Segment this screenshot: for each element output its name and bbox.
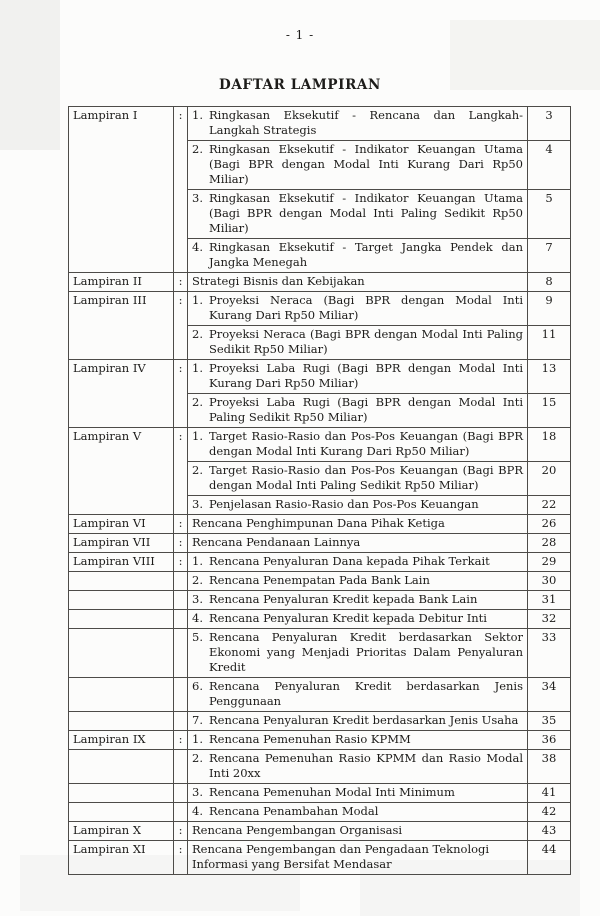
- numbered-item: [192, 497, 523, 512]
- page-ref-cell: 8: [528, 273, 571, 292]
- table-row: [69, 273, 571, 292]
- item-text: Rencana Penyaluran Dana kepada Pihak Terkait: [209, 554, 490, 568]
- lampiran-label-cell: [69, 591, 174, 610]
- table-row: [69, 515, 571, 534]
- colon-separator-cell: :: [174, 822, 188, 841]
- item-text: Rencana Penempatan Pada Bank Lain: [209, 573, 430, 587]
- item-number: 2.: [192, 395, 203, 409]
- item-text: Target Rasio-Rasio dan Pos-Pos Keuangan (Bagi BPR dengan Modal Inti Kurang Dari Rp50 Miliar): [209, 429, 523, 458]
- lampiran-label-cell: [69, 750, 174, 784]
- page-ref-cell: 13: [528, 360, 571, 394]
- description-cell: Rencana Pengembangan Organisasi: [188, 822, 528, 841]
- item-text: Proyeksi Neraca (Bagi BPR dengan Modal Inti Kurang Dari Rp50 Miliar): [209, 293, 523, 322]
- numbered-item: [192, 732, 523, 747]
- page-ref-cell: 42: [528, 803, 571, 822]
- table-row: [69, 803, 571, 822]
- colon-separator-cell: :: [174, 515, 188, 534]
- description-cell: [188, 326, 528, 360]
- item-text: Rencana Penyaluran Kredit berdasarkan Jenis Penggunaan: [209, 679, 523, 708]
- page-number: - 1 -: [285, 28, 315, 42]
- item-text: Penjelasan Rasio-Rasio dan Pos-Pos Keuangan: [209, 497, 479, 511]
- colon-separator-cell: :: [174, 107, 188, 273]
- item-text: Rencana Penambahan Modal: [209, 804, 379, 818]
- item-text: Proyeksi Laba Rugi (Bagi BPR dengan Modal Inti Kurang Dari Rp50 Miliar): [209, 361, 523, 390]
- table-row: [69, 428, 571, 462]
- colon-separator-cell: :: [174, 534, 188, 553]
- numbered-item: [192, 785, 523, 800]
- description-cell: [188, 731, 528, 750]
- item-text: Proyeksi Laba Rugi (Bagi BPR dengan Modal Inti Paling Sedikit Rp50 Miliar): [209, 395, 523, 424]
- item-number: 3.: [192, 497, 203, 511]
- colon-separator-cell: [174, 678, 188, 712]
- lampiran-label-cell: Lampiran III: [69, 292, 174, 360]
- lampiran-label-cell: Lampiran V: [69, 428, 174, 515]
- lampiran-label-cell: [69, 629, 174, 678]
- table-row: [69, 572, 571, 591]
- item-number: 1.: [192, 361, 203, 375]
- numbered-item: [192, 142, 523, 187]
- page-ref-cell: 30: [528, 572, 571, 591]
- description-cell: [188, 141, 528, 190]
- colon-separator-cell: :: [174, 731, 188, 750]
- lampiran-table: [68, 106, 571, 875]
- colon-separator-cell: [174, 803, 188, 822]
- description-cell: [188, 750, 528, 784]
- colon-separator-cell: :: [174, 428, 188, 515]
- page-ref-cell: 22: [528, 496, 571, 515]
- item-number: 3.: [192, 191, 203, 205]
- table-row: [69, 750, 571, 784]
- item-number: 4.: [192, 611, 203, 625]
- table-row: [69, 712, 571, 731]
- item-number: 1.: [192, 732, 203, 746]
- table-row: [69, 629, 571, 678]
- item-text: Rencana Pemenuhan Modal Inti Minimum: [209, 785, 455, 799]
- page-ref-cell: 33: [528, 629, 571, 678]
- numbered-item: [192, 191, 523, 236]
- description-cell: Rencana Pengembangan dan Pengadaan Teknologi Informasi yang Bersifat Mendasar: [188, 841, 528, 875]
- description-cell: Rencana Pendanaan Lainnya: [188, 534, 528, 553]
- description-cell: [188, 462, 528, 496]
- page-ref-cell: 3: [528, 107, 571, 141]
- item-text: Ringkasan Eksekutif - Rencana dan Langkah-Langkah Strategis: [209, 108, 523, 137]
- item-number: 1.: [192, 554, 203, 568]
- lampiran-label-cell: Lampiran XI: [69, 841, 174, 875]
- numbered-item: [192, 611, 523, 626]
- item-text: Rencana Penyaluran Kredit kepada Debitur Inti: [209, 611, 487, 625]
- item-text: Rencana Penyaluran Kredit berdasarkan Sektor Ekonomi yang Menjadi Prioritas Dalam Penyaluran Kredit: [209, 630, 523, 674]
- table-row: [69, 292, 571, 326]
- page-ref-cell: 15: [528, 394, 571, 428]
- description-cell: [188, 496, 528, 515]
- lampiran-label-cell: Lampiran IX: [69, 731, 174, 750]
- colon-separator-cell: [174, 629, 188, 678]
- description-cell: Rencana Penghimpunan Dana Pihak Ketiga: [188, 515, 528, 534]
- colon-separator-cell: [174, 750, 188, 784]
- description-cell: [188, 784, 528, 803]
- description-cell: [188, 803, 528, 822]
- numbered-item: [192, 108, 523, 138]
- colon-separator-cell: :: [174, 553, 188, 572]
- lampiran-label-cell: Lampiran II: [69, 273, 174, 292]
- colon-separator-cell: [174, 572, 188, 591]
- description-cell: [188, 629, 528, 678]
- numbered-item: [192, 630, 523, 675]
- numbered-item: [192, 804, 523, 819]
- item-number: 5.: [192, 630, 203, 644]
- colon-separator-cell: [174, 591, 188, 610]
- item-text: Rencana Penyaluran Kredit berdasarkan Jenis Usaha: [209, 713, 519, 727]
- colon-separator-cell: [174, 610, 188, 629]
- numbered-item: [192, 429, 523, 459]
- table-row: [69, 107, 571, 141]
- item-number: 7.: [192, 713, 203, 727]
- description-cell: [188, 394, 528, 428]
- table-row: [69, 841, 571, 875]
- item-text: Proyeksi Neraca (Bagi BPR dengan Modal Inti Paling Sedikit Rp50 Miliar): [209, 327, 523, 356]
- page-ref-cell: 29: [528, 553, 571, 572]
- numbered-item: [192, 361, 523, 391]
- numbered-item: [192, 679, 523, 709]
- item-text: Ringkasan Eksekutif - Target Jangka Pendek dan Jangka Menegah: [209, 240, 523, 269]
- page-ref-cell: 9: [528, 292, 571, 326]
- colon-separator-cell: :: [174, 273, 188, 292]
- table-row: [69, 731, 571, 750]
- page-ref-cell: 28: [528, 534, 571, 553]
- lampiran-label-cell: Lampiran VII: [69, 534, 174, 553]
- lampiran-label-cell: [69, 572, 174, 591]
- lampiran-label-cell: Lampiran IV: [69, 360, 174, 428]
- item-number: 3.: [192, 592, 203, 606]
- page-ref-cell: 44: [528, 841, 571, 875]
- numbered-item: [192, 463, 523, 493]
- description-cell: [188, 107, 528, 141]
- item-text: Target Rasio-Rasio dan Pos-Pos Keuangan (Bagi BPR dengan Modal Inti Paling Sedikit Rp50 Miliar): [209, 463, 523, 492]
- item-number: 2.: [192, 463, 203, 477]
- item-number: 1.: [192, 429, 203, 443]
- table-row: [69, 610, 571, 629]
- page-ref-cell: 26: [528, 515, 571, 534]
- table-row: [69, 534, 571, 553]
- description-cell: [188, 553, 528, 572]
- description-cell: [188, 360, 528, 394]
- item-text: Rencana Pemenuhan Rasio KPMM dan Rasio Modal Inti 20xx: [209, 751, 523, 780]
- page-ref-cell: 7: [528, 239, 571, 273]
- colon-separator-cell: [174, 712, 188, 731]
- numbered-item: [192, 751, 523, 781]
- colon-separator-cell: :: [174, 292, 188, 360]
- lampiran-label-cell: Lampiran VIII: [69, 553, 174, 572]
- page-ref-cell: 4: [528, 141, 571, 190]
- page-ref-cell: 34: [528, 678, 571, 712]
- lampiran-label-cell: Lampiran VI: [69, 515, 174, 534]
- item-number: 2.: [192, 573, 203, 587]
- item-number: 1.: [192, 293, 203, 307]
- item-number: 2.: [192, 751, 203, 765]
- item-text: Ringkasan Eksekutif - Indikator Keuangan Utama (Bagi BPR dengan Modal Inti Kurang Dari Rp50 Miliar): [209, 142, 523, 186]
- page-ref-cell: 43: [528, 822, 571, 841]
- page-ref-cell: 41: [528, 784, 571, 803]
- numbered-item: [192, 554, 523, 569]
- table-row: [69, 360, 571, 394]
- item-number: 1.: [192, 108, 203, 122]
- page-ref-cell: 31: [528, 591, 571, 610]
- page-ref-cell: 18: [528, 428, 571, 462]
- table-row: [69, 822, 571, 841]
- table-row: [69, 591, 571, 610]
- description-cell: [188, 610, 528, 629]
- page-ref-cell: 11: [528, 326, 571, 360]
- page-title: DAFTAR LAMPIRAN: [219, 77, 381, 93]
- lampiran-label-cell: [69, 610, 174, 629]
- lampiran-label-cell: [69, 712, 174, 731]
- numbered-item: [192, 592, 523, 607]
- lampiran-label-cell: [69, 784, 174, 803]
- numbered-item: [192, 327, 523, 357]
- numbered-item: [192, 573, 523, 588]
- numbered-item: [192, 293, 523, 323]
- description-cell: [188, 428, 528, 462]
- numbered-item: [192, 713, 523, 728]
- description-cell: [188, 591, 528, 610]
- item-number: 4.: [192, 804, 203, 818]
- document-page: [0, 28, 600, 875]
- numbered-item: [192, 395, 523, 425]
- page-ref-cell: 20: [528, 462, 571, 496]
- lampiran-label-cell: [69, 678, 174, 712]
- item-number: 3.: [192, 785, 203, 799]
- lampiran-label-cell: Lampiran X: [69, 822, 174, 841]
- table-row: [69, 678, 571, 712]
- page-ref-cell: 38: [528, 750, 571, 784]
- page-ref-cell: 5: [528, 190, 571, 239]
- item-number: 6.: [192, 679, 203, 693]
- table-row: [69, 784, 571, 803]
- description-cell: Strategi Bisnis dan Kebijakan: [188, 273, 528, 292]
- item-number: 2.: [192, 327, 203, 341]
- colon-separator-cell: :: [174, 841, 188, 875]
- colon-separator-cell: :: [174, 360, 188, 428]
- description-cell: [188, 292, 528, 326]
- description-cell: [188, 572, 528, 591]
- lampiran-label-cell: [69, 803, 174, 822]
- page-ref-cell: 32: [528, 610, 571, 629]
- table-row: [69, 553, 571, 572]
- item-number: 2.: [192, 142, 203, 156]
- lampiran-label-cell: Lampiran I: [69, 107, 174, 273]
- item-text: Rencana Penyaluran Kredit kepada Bank Lain: [209, 592, 478, 606]
- numbered-item: [192, 240, 523, 270]
- colon-separator-cell: [174, 784, 188, 803]
- item-text: Ringkasan Eksekutif - Indikator Keuangan Utama (Bagi BPR dengan Modal Inti Paling Sedikit Rp50 Miliar): [209, 191, 523, 235]
- page-ref-cell: 35: [528, 712, 571, 731]
- item-number: 4.: [192, 240, 203, 254]
- item-text: Rencana Pemenuhan Rasio KPMM: [209, 732, 411, 746]
- page-ref-cell: 36: [528, 731, 571, 750]
- description-cell: [188, 239, 528, 273]
- description-cell: [188, 678, 528, 712]
- description-cell: [188, 712, 528, 731]
- description-cell: [188, 190, 528, 239]
